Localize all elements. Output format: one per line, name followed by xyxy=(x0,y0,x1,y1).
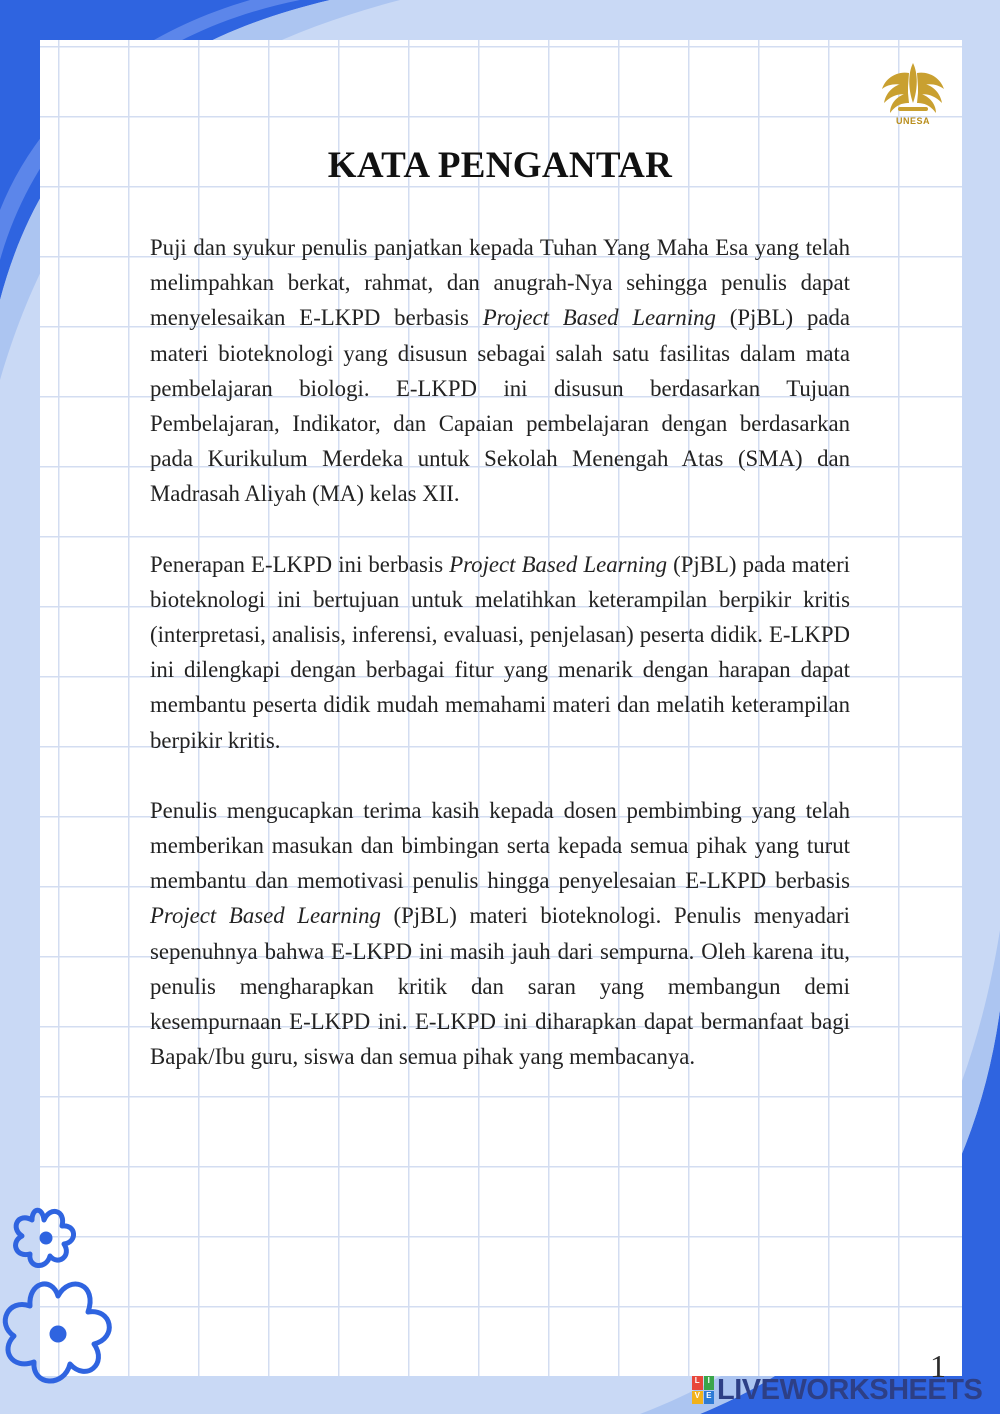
paragraph-2: Penerapan E-LKPD ini berbasis Project Based Learning (PjBL) pada materi bioteknologi ini bertujuan untuk melatihkan keterampilan berpikir kritis (interpretasi, analisis, inferensi, evaluasi, penjelasan) peserta didik. E-LKPD ini dilengkapi dengan berbagai fitur yang menarik dengan harapan dapat membantu peserta didik mudah memahami materi dan melatih keterampilan berpikir kritis. xyxy=(150,551,850,753)
page-title: KATA PENGANTAR xyxy=(327,145,673,186)
paragraph-1: Puji dan syukur penulis panjatkan kepada Tuhan Yang Maha Esa yang telah melimpahkan berkat, rahmat, dan anugrah-Nya sehingga penulis dapat menyelesaikan E-LKPD berbasis Project Based Learning (PjBL) pada materi bioteknologi yang disusun sebagai salah satu fasilitas dalam mata pembelajaran biologi. E-LKPD ini disusun berdasarkan Tujuan Pembelajaran, Indikator, dan Capaian pembelajaran dengan berdasarkan pada Kurikulum Merdeka untuk Sekolah Menengah Atas (SMA) dan Madrasah Aliyah (MA) kelas XII. xyxy=(150,235,850,507)
body-text xyxy=(150,230,850,1109)
watermark-text: LIVEWORKSHEETS xyxy=(717,1373,983,1406)
liveworksheets-watermark xyxy=(692,1373,982,1407)
liveworksheets-badge-icon: L I V E xyxy=(692,1376,714,1404)
paragraph-3: Penulis mengucapkan terima kasih kepada dosen pembimbing yang telah memberikan masukan dan bimbingan serta kepada semua pihak yang turut membantu dan memotivasi penulis hingga penyelesaian E-LKPD berbasis Project Based Learning (PjBL) materi bioteknologi. Penulis menyadari sepenuhnya bahwa E-LKPD ini masih jauh dari sempurna. Oleh karena itu, penulis mengharapkan kritik dan saran yang membangun demi kesempurnaan E-LKPD ini. E-LKPD ini diharapkan dapat bermanfaat bagi Bapak/Ibu guru, siswa dan semua pihak yang membacanya. xyxy=(150,797,850,1070)
flower-decoration-icon xyxy=(0,1200,130,1414)
logo-text: UNESA xyxy=(895,116,930,126)
page-number: 1 xyxy=(930,1348,946,1384)
